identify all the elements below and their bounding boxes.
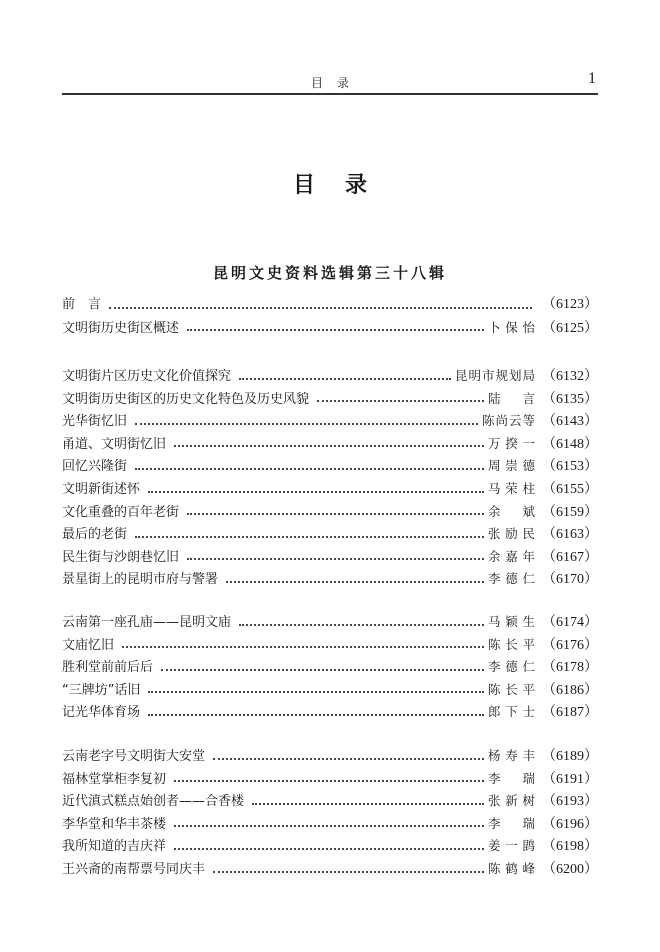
toc-entry[interactable] (62, 456, 598, 476)
entry-author: 卜保怡 (488, 319, 536, 335)
toc-entry[interactable] (62, 702, 598, 722)
entry-page: （6132） (542, 369, 598, 384)
entry-author: 周崇德 (488, 458, 536, 474)
entry-author: 李德仁 (488, 659, 536, 675)
entry-title: 李华堂和华丰茶楼 (62, 816, 167, 832)
entry-author: 陈尚云等 (481, 413, 536, 429)
dot-leader (239, 623, 484, 626)
entry-author: 陈鹤峰 (488, 861, 536, 876)
dot-leader (252, 802, 484, 805)
entry-page: （6170） (542, 572, 598, 588)
header-rule (62, 93, 598, 95)
running-title: 目录 (310, 76, 363, 90)
entry-title: 文明新街述怀 (62, 482, 141, 497)
entry-title: 文庙忆旧 (62, 637, 115, 653)
toc-entry[interactable] (62, 612, 598, 632)
entry-page: （6163） (542, 527, 598, 543)
dot-leader (174, 779, 484, 782)
entry-page: （6123） (542, 297, 598, 312)
toc-entry[interactable] (62, 366, 598, 386)
entry-page: （6174） (542, 615, 598, 630)
dot-leader (187, 328, 484, 331)
dot-leader (174, 444, 484, 447)
dot-leader (174, 824, 484, 827)
entry-page: （6193） (542, 794, 598, 810)
entry-title: 王兴斋的南帮票号同庆丰 (62, 862, 206, 877)
entry-page: （6200） (542, 862, 598, 877)
entry-page: （6167） (542, 549, 598, 565)
entry-author: 昆明市规划局 (454, 368, 536, 383)
entry-title: 文明街片区历史文化价值探究 (62, 369, 232, 384)
toc-entry[interactable] (62, 547, 598, 567)
entry-page: （6196） (542, 816, 598, 832)
entry-title: 近代滇式糕点始创者——合香楼 (62, 794, 245, 810)
entry-title: 景星街上的昆明市府与警署 (62, 572, 219, 588)
toc-entry[interactable] (62, 318, 598, 338)
entry-title: 文明街历史街区的历史文化特色及历史风貌 (62, 391, 310, 407)
entry-author: 李 瑞 (488, 815, 536, 831)
entry-title: 前 言 (62, 297, 102, 312)
dot-leader (135, 467, 484, 470)
entry-page: （6186） (542, 682, 598, 698)
toc-entry[interactable] (62, 411, 598, 431)
entry-author: 陈长平 (488, 681, 536, 697)
entry-author: 陈长平 (488, 636, 536, 652)
dot-leader (135, 535, 484, 538)
toc-entry[interactable] (62, 479, 598, 499)
toc-entry[interactable] (62, 836, 598, 856)
entry-author: 张励民 (488, 526, 536, 542)
entry-author: 李 瑞 (488, 770, 536, 786)
dot-leader (239, 377, 451, 380)
entry-title: 回忆兴隆街 (62, 459, 128, 475)
entry-page: （6159） (542, 504, 598, 520)
entry-page: （6191） (542, 771, 598, 787)
entry-title: 福林堂掌柜李复初 (62, 771, 167, 787)
toc-entry[interactable] (62, 524, 598, 544)
entry-author: 郎下士 (488, 704, 536, 720)
entry-author: 万揆一 (488, 435, 536, 451)
toc-entry[interactable] (62, 746, 598, 766)
dot-leader (174, 847, 484, 850)
series-title: 昆明文史资料选辑第三十八辑 (212, 264, 447, 282)
page-title: 目录 (292, 173, 397, 198)
toc-entry[interactable] (62, 680, 598, 700)
entry-page: （6153） (542, 459, 598, 475)
entry-author: 陆 言 (488, 390, 536, 406)
entry-author: 李德仁 (488, 571, 536, 587)
entry-title: 云南老字号文明街大安堂 (62, 749, 206, 764)
dot-leader (109, 306, 532, 309)
entry-page: （6155） (542, 482, 598, 497)
entry-title: 光华街忆旧 (62, 414, 128, 430)
entry-page: （6198） (542, 839, 598, 855)
toc-entry[interactable] (62, 635, 598, 655)
entry-title: 记光华体育场 (62, 705, 141, 721)
toc-entry[interactable] (62, 859, 598, 879)
entry-page: （6187） (542, 705, 598, 721)
toc-entry[interactable] (62, 389, 598, 409)
dot-leader (317, 399, 484, 402)
dot-leader (135, 422, 478, 425)
dot-leader (161, 668, 484, 671)
entry-author: 余 斌 (488, 503, 536, 519)
dot-leader (226, 580, 484, 583)
toc-entry[interactable] (62, 502, 598, 522)
entry-title: 甬道、文明街忆旧 (62, 436, 167, 452)
dot-leader (122, 645, 484, 648)
entry-title: “三牌坊”话旧 (62, 682, 141, 698)
running-head (62, 72, 598, 92)
entry-title: 最后的老街 (62, 527, 128, 543)
entry-title: 云南第一座孔庙——昆明文庙 (62, 615, 232, 630)
entry-author: 马荣柱 (488, 481, 536, 496)
dot-leader (148, 690, 484, 693)
entry-page: （6148） (542, 436, 598, 452)
toc-entry[interactable] (62, 791, 598, 811)
dot-leader (148, 713, 484, 716)
dot-leader (213, 757, 484, 760)
entry-page: （6125） (542, 320, 598, 336)
entry-page: （6176） (542, 637, 598, 653)
entry-page: （6178） (542, 660, 598, 676)
toc-entry[interactable] (62, 814, 598, 834)
entry-title: 文明街历史街区概述 (62, 320, 180, 336)
toc-entry[interactable] (62, 434, 598, 454)
entry-author: 马颖生 (488, 614, 536, 629)
toc-entry[interactable] (62, 769, 598, 789)
entry-title: 我所知道的吉庆祥 (62, 839, 167, 855)
dot-leader (213, 870, 484, 873)
entry-title: 文化重叠的百年老街 (62, 504, 180, 520)
entry-page: （6189） (542, 749, 598, 764)
entry-page: （6135） (542, 391, 598, 407)
entry-page: （6143） (542, 414, 598, 430)
entry-author: 张新树 (488, 793, 536, 809)
toc-entry[interactable] (62, 569, 598, 589)
page-number: 1 (588, 70, 596, 87)
dot-leader (187, 557, 484, 560)
toc-entry[interactable] (62, 657, 598, 677)
entry-title: 胜利堂前前后后 (62, 660, 154, 676)
entry-author: 余嘉年 (488, 548, 536, 564)
dot-leader (187, 512, 484, 515)
entry-author: 姜一鹍 (488, 838, 536, 854)
dot-leader (148, 490, 484, 493)
entry-title: 民生街与沙朗巷忆旧 (62, 549, 180, 565)
toc-entry[interactable] (62, 295, 598, 315)
entry-author: 杨寿丰 (488, 748, 536, 763)
